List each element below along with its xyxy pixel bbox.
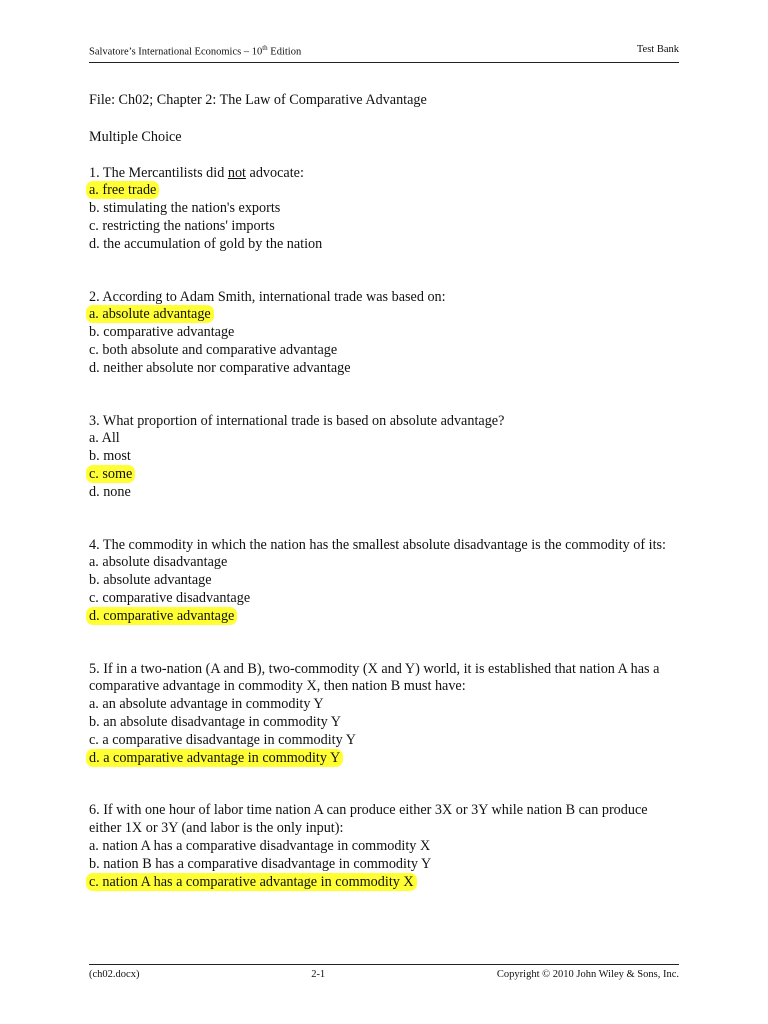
file-title: File: Ch02; Chapter 2: The Law of Comparative Advantage bbox=[89, 92, 427, 108]
answer-option bbox=[89, 874, 679, 892]
answer-option: d. the accumulation of gold by the nation bbox=[89, 235, 323, 252]
page-number: 2-1 bbox=[311, 969, 326, 980]
question-6 bbox=[89, 802, 679, 891]
highlighted-answer: d. comparative advantage bbox=[86, 607, 237, 625]
question-stem: 1. The Mercantilists did not advocate: bbox=[89, 164, 304, 181]
answer-option: b. an absolute disadvantage in commodity Y bbox=[89, 713, 342, 730]
page-footer bbox=[89, 964, 679, 980]
answer-option: b. nation B has a comparative disadvantage in commodity Y bbox=[89, 855, 432, 872]
highlighted-answer: c. nation A has a comparative advantage in commodity X bbox=[86, 873, 417, 891]
question-stem: 3. What proportion of international trade is based on absolute advantage? bbox=[89, 412, 505, 429]
header-test-bank: Test Bank bbox=[636, 44, 679, 55]
answer-option bbox=[89, 608, 679, 626]
answer-option: a. All bbox=[89, 430, 120, 447]
question-5 bbox=[89, 661, 679, 768]
answer-option bbox=[89, 750, 679, 768]
highlighted-answer: a. free trade bbox=[86, 181, 159, 199]
question-stem: 2. According to Adam Smith, international trade was based on: bbox=[89, 288, 446, 305]
question-stem: 6. If with one hour of labor time nation A can produce either 3X or 3Y while nation B can produce either 1X or 3Y (and labor is the only input): bbox=[89, 802, 648, 837]
answer-option: a. an absolute advantage in commodity Y bbox=[89, 696, 324, 713]
highlighted-answer: a. absolute advantage bbox=[86, 305, 214, 323]
answer-option bbox=[89, 182, 679, 200]
question-stem: 5. If in a two-nation (A and B), two-commodity (X and Y) world, it is established that nation A has a comparative advantage in commodity X, then nation B must have: bbox=[89, 660, 660, 695]
question-stem: 4. The commodity in which the nation has the smallest absolute disadvantage is the commodity of its: bbox=[89, 536, 666, 553]
highlighted-answer: c. some bbox=[86, 465, 135, 483]
question-3 bbox=[89, 413, 679, 502]
answer-option: a. nation A has a comparative disadvantage in commodity X bbox=[89, 837, 431, 854]
header-book-title: Salvatore’s International Economics – 10th Edition bbox=[89, 44, 302, 58]
answer-option: b. stimulating the nation's exports bbox=[89, 200, 281, 217]
answer-option: d. neither absolute nor comparative advantage bbox=[89, 359, 351, 376]
page-header bbox=[89, 44, 679, 63]
document-body bbox=[89, 92, 679, 891]
answer-option: c. both absolute and comparative advantage bbox=[89, 341, 338, 358]
answer-option: b. comparative advantage bbox=[89, 324, 235, 341]
answer-option bbox=[89, 306, 679, 324]
section-heading: Multiple Choice bbox=[89, 128, 182, 145]
answer-option: b. absolute advantage bbox=[89, 572, 212, 589]
question-4 bbox=[89, 537, 679, 626]
answer-option: d. none bbox=[89, 483, 131, 500]
answer-option: c. comparative disadvantage bbox=[89, 589, 251, 606]
answer-option: c. restricting the nations' imports bbox=[89, 217, 275, 234]
footer-filename: (ch02.docx) bbox=[89, 969, 140, 980]
highlighted-answer: d. a comparative advantage in commodity Y bbox=[86, 749, 343, 767]
question-1 bbox=[89, 165, 679, 254]
question-2 bbox=[89, 289, 679, 378]
footer-copyright: Copyright © 2010 John Wiley & Sons, Inc. bbox=[496, 969, 679, 980]
answer-option: a. absolute disadvantage bbox=[89, 554, 228, 571]
answer-option: c. a comparative disadvantage in commodity Y bbox=[89, 731, 356, 748]
answer-option: b. most bbox=[89, 448, 131, 465]
answer-option bbox=[89, 466, 679, 484]
